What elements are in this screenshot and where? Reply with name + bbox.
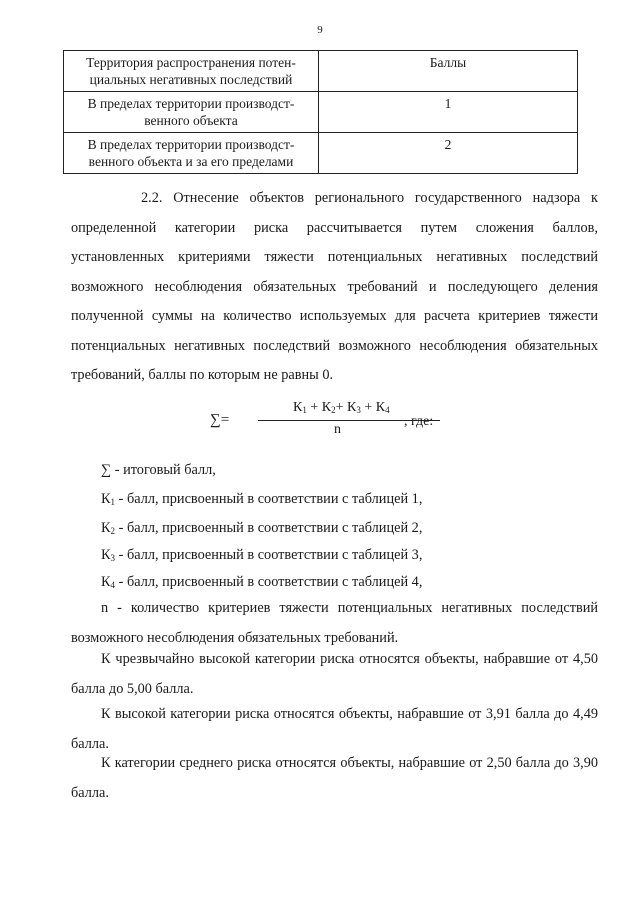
definition-k3: $К_3$ - балл, присвоенный в соответствии с таблицей 3, [101,547,423,563]
points-cell: 1 [319,92,578,133]
category-high: К высокой категории риска относятся объекты, набравшие от 3,91 балла до 4,49 балла. [71,706,598,752]
territory-header: Территория распространения потен-циальных негативных последствий [64,51,319,92]
formula-numerator: $К_1 + К_2+ К_3 + К_4$ [293,400,390,415]
territory-cell: В пределах территории производст-венного объекта и за его пределами [64,133,319,174]
definition-k4: $К_4$ - балл, присвоенный в соответствии с таблицей 4, [101,574,423,590]
definition-k2: $К_2$ - балл, присвоенный в соответствии с таблицей 2, [101,520,423,536]
formula-where: , где: [404,414,434,429]
formula [210,400,570,450]
points-cell: 2 [319,133,578,174]
definition-sum: ∑ - итоговый балл, [101,462,216,478]
table-header-row [64,51,578,92]
table-row [64,133,578,174]
definition-k1: $К_1$ - балл, присвоенный в соответствии с таблицей 1, [101,491,423,507]
definition-n: n - количество критериев тяжести потенциальных негативных последствий возможного несоблюдения обязательных требований. [71,600,598,646]
page-number: 9 [317,24,323,36]
criteria-table [63,50,578,174]
table-row [64,92,578,133]
formula-denominator: n [334,422,341,437]
category-medium: К категории среднего риска относятся объекты, набравшие от 2,50 балла до 3,90 балла. [71,755,598,801]
paragraph-risk-calculation: 2.2. Отнесение объектов регионального государственного надзора к определенной категории риска рассчитывается путем сложения баллов, установленных критериями тяжести потенциальных негативных последствий возможного несоблюдения обязательных требований и последующего деления полученной суммы на количество используемых для расчета критериев тяжести потенциальных негативных последствий возможного несоблюдения обязательных требований, баллы по которым не равны 0. [71,190,598,383]
territory-cell: В пределах территории производст-венного объекта [64,92,319,133]
category-extreme: К чрезвычайно высокой категории риска относятся объекты, набравшие от 4,50 балла до 5,00 балла. [71,651,598,697]
points-header: Баллы [319,51,578,92]
sum-symbol: ∑= [210,412,230,428]
